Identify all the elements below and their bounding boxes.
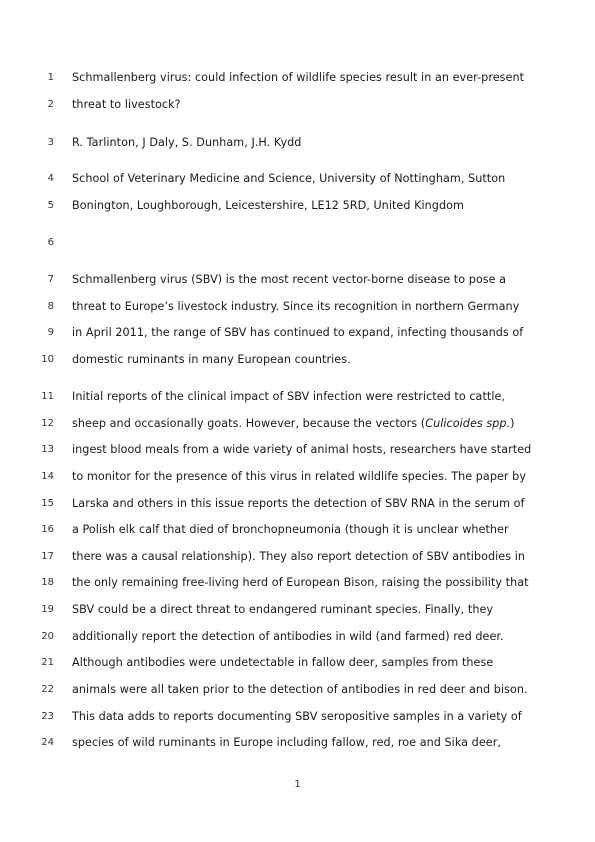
body-text (72, 416, 515, 432)
line-number: 4 (47, 173, 54, 184)
text-line (0, 496, 595, 512)
text-line (0, 325, 595, 341)
text-line (0, 549, 595, 565)
line-number: 24 (41, 737, 54, 748)
text-line (0, 70, 595, 86)
line-number: 3 (47, 137, 54, 148)
line-number: 17 (41, 551, 54, 562)
body-text-segment: sheep and occasionally goats. However, because the vectors ( (72, 417, 426, 430)
line-number: 23 (41, 711, 54, 722)
text-line (0, 416, 595, 432)
body-text: SBV could be a direct threat to endangered ruminant species. Finally, they (72, 603, 494, 616)
text-line (0, 442, 595, 458)
body-text: Although antibodies were undetectable in fallow deer, samples from these (72, 656, 494, 669)
authors-text: R. Tarlinton, J Daly, S. Dunham, J.H. Kydd (72, 136, 302, 149)
text-line (0, 682, 595, 698)
line-number: 9 (47, 327, 54, 338)
body-text: animals were all taken prior to the detection of antibodies in red deer and bison. (72, 683, 528, 696)
body-text: to monitor for the presence of this virus in related wildlife species. The paper by (72, 470, 526, 483)
text-line (0, 709, 595, 725)
line-number: 21 (41, 657, 54, 668)
line-number: 7 (47, 274, 54, 285)
text-line (0, 602, 595, 618)
line-number: 1 (47, 72, 54, 83)
body-text: This data adds to reports documenting SBV seropositive samples in a variety of (72, 710, 522, 723)
line-number: 8 (47, 301, 54, 312)
body-text: Initial reports of the clinical impact of SBV infection were restricted to cattle, (72, 390, 506, 403)
line-number: 15 (41, 498, 54, 509)
body-text: ingest blood meals from a wide variety of animal hosts, researchers have started (72, 443, 532, 456)
body-text: species of wild ruminants in Europe including fallow, red, roe and Sika deer, (72, 736, 501, 749)
title-text: threat to livestock? (72, 98, 181, 111)
text-line (0, 469, 595, 485)
body-text: in April 2011, the range of SBV has continued to expand, infecting thousands of (72, 326, 524, 339)
body-text: Schmallenberg virus (SBV) is the most recent vector-borne disease to pose a (72, 273, 507, 286)
line-number: 22 (41, 684, 54, 695)
text-line (0, 352, 595, 368)
body-text: there was a causal relationship). They also report detection of SBV antibodies in (72, 550, 526, 563)
text-line (0, 735, 595, 751)
body-text: threat to Europe’s livestock industry. Since its recognition in northern Germany (72, 300, 520, 313)
line-number: 6 (47, 237, 54, 248)
body-text: Larska and others in this issue reports the detection of SBV RNA in the serum of (72, 497, 525, 510)
text-line (0, 198, 595, 214)
page-number: 1 (294, 779, 301, 790)
title-text: Schmallenberg virus: could infection of wildlife species result in an ever-present (72, 71, 525, 84)
line-number: 2 (47, 99, 54, 110)
line-number: 13 (41, 444, 54, 455)
body-text: additionally report the detection of antibodies in wild (and farmed) red deer. (72, 630, 504, 643)
text-line (0, 235, 595, 251)
line-number: 14 (41, 471, 54, 482)
text-line (0, 575, 595, 591)
line-number: 5 (47, 200, 54, 211)
text-line (0, 522, 595, 538)
text-line (0, 299, 595, 315)
body-text-segment: ) (510, 417, 515, 430)
text-line (0, 97, 595, 113)
affiliation-text: School of Veterinary Medicine and Science, University of Nottingham, Sutton (72, 172, 506, 185)
line-number: 10 (41, 354, 54, 365)
line-number: 20 (41, 631, 54, 642)
line-number: 16 (41, 524, 54, 535)
text-line (0, 655, 595, 671)
text-line (0, 272, 595, 288)
text-line (0, 135, 595, 151)
line-number: 19 (41, 604, 54, 615)
body-text: domestic ruminants in many European countries. (72, 353, 351, 366)
line-number: 11 (41, 391, 54, 402)
affiliation-text: Bonington, Loughborough, Leicestershire, LE12 5RD, United Kingdom (72, 199, 464, 212)
text-line (0, 389, 595, 405)
line-number: 12 (41, 418, 54, 429)
species-name-italic: Culicoides spp. (425, 417, 511, 430)
text-line (0, 171, 595, 187)
body-text: the only remaining free-living herd of European Bison, raising the possibility that (72, 576, 529, 589)
line-number: 18 (41, 577, 54, 588)
text-line (0, 629, 595, 645)
body-text: a Polish elk calf that died of bronchopneumonia (though it is unclear whether (72, 523, 509, 536)
